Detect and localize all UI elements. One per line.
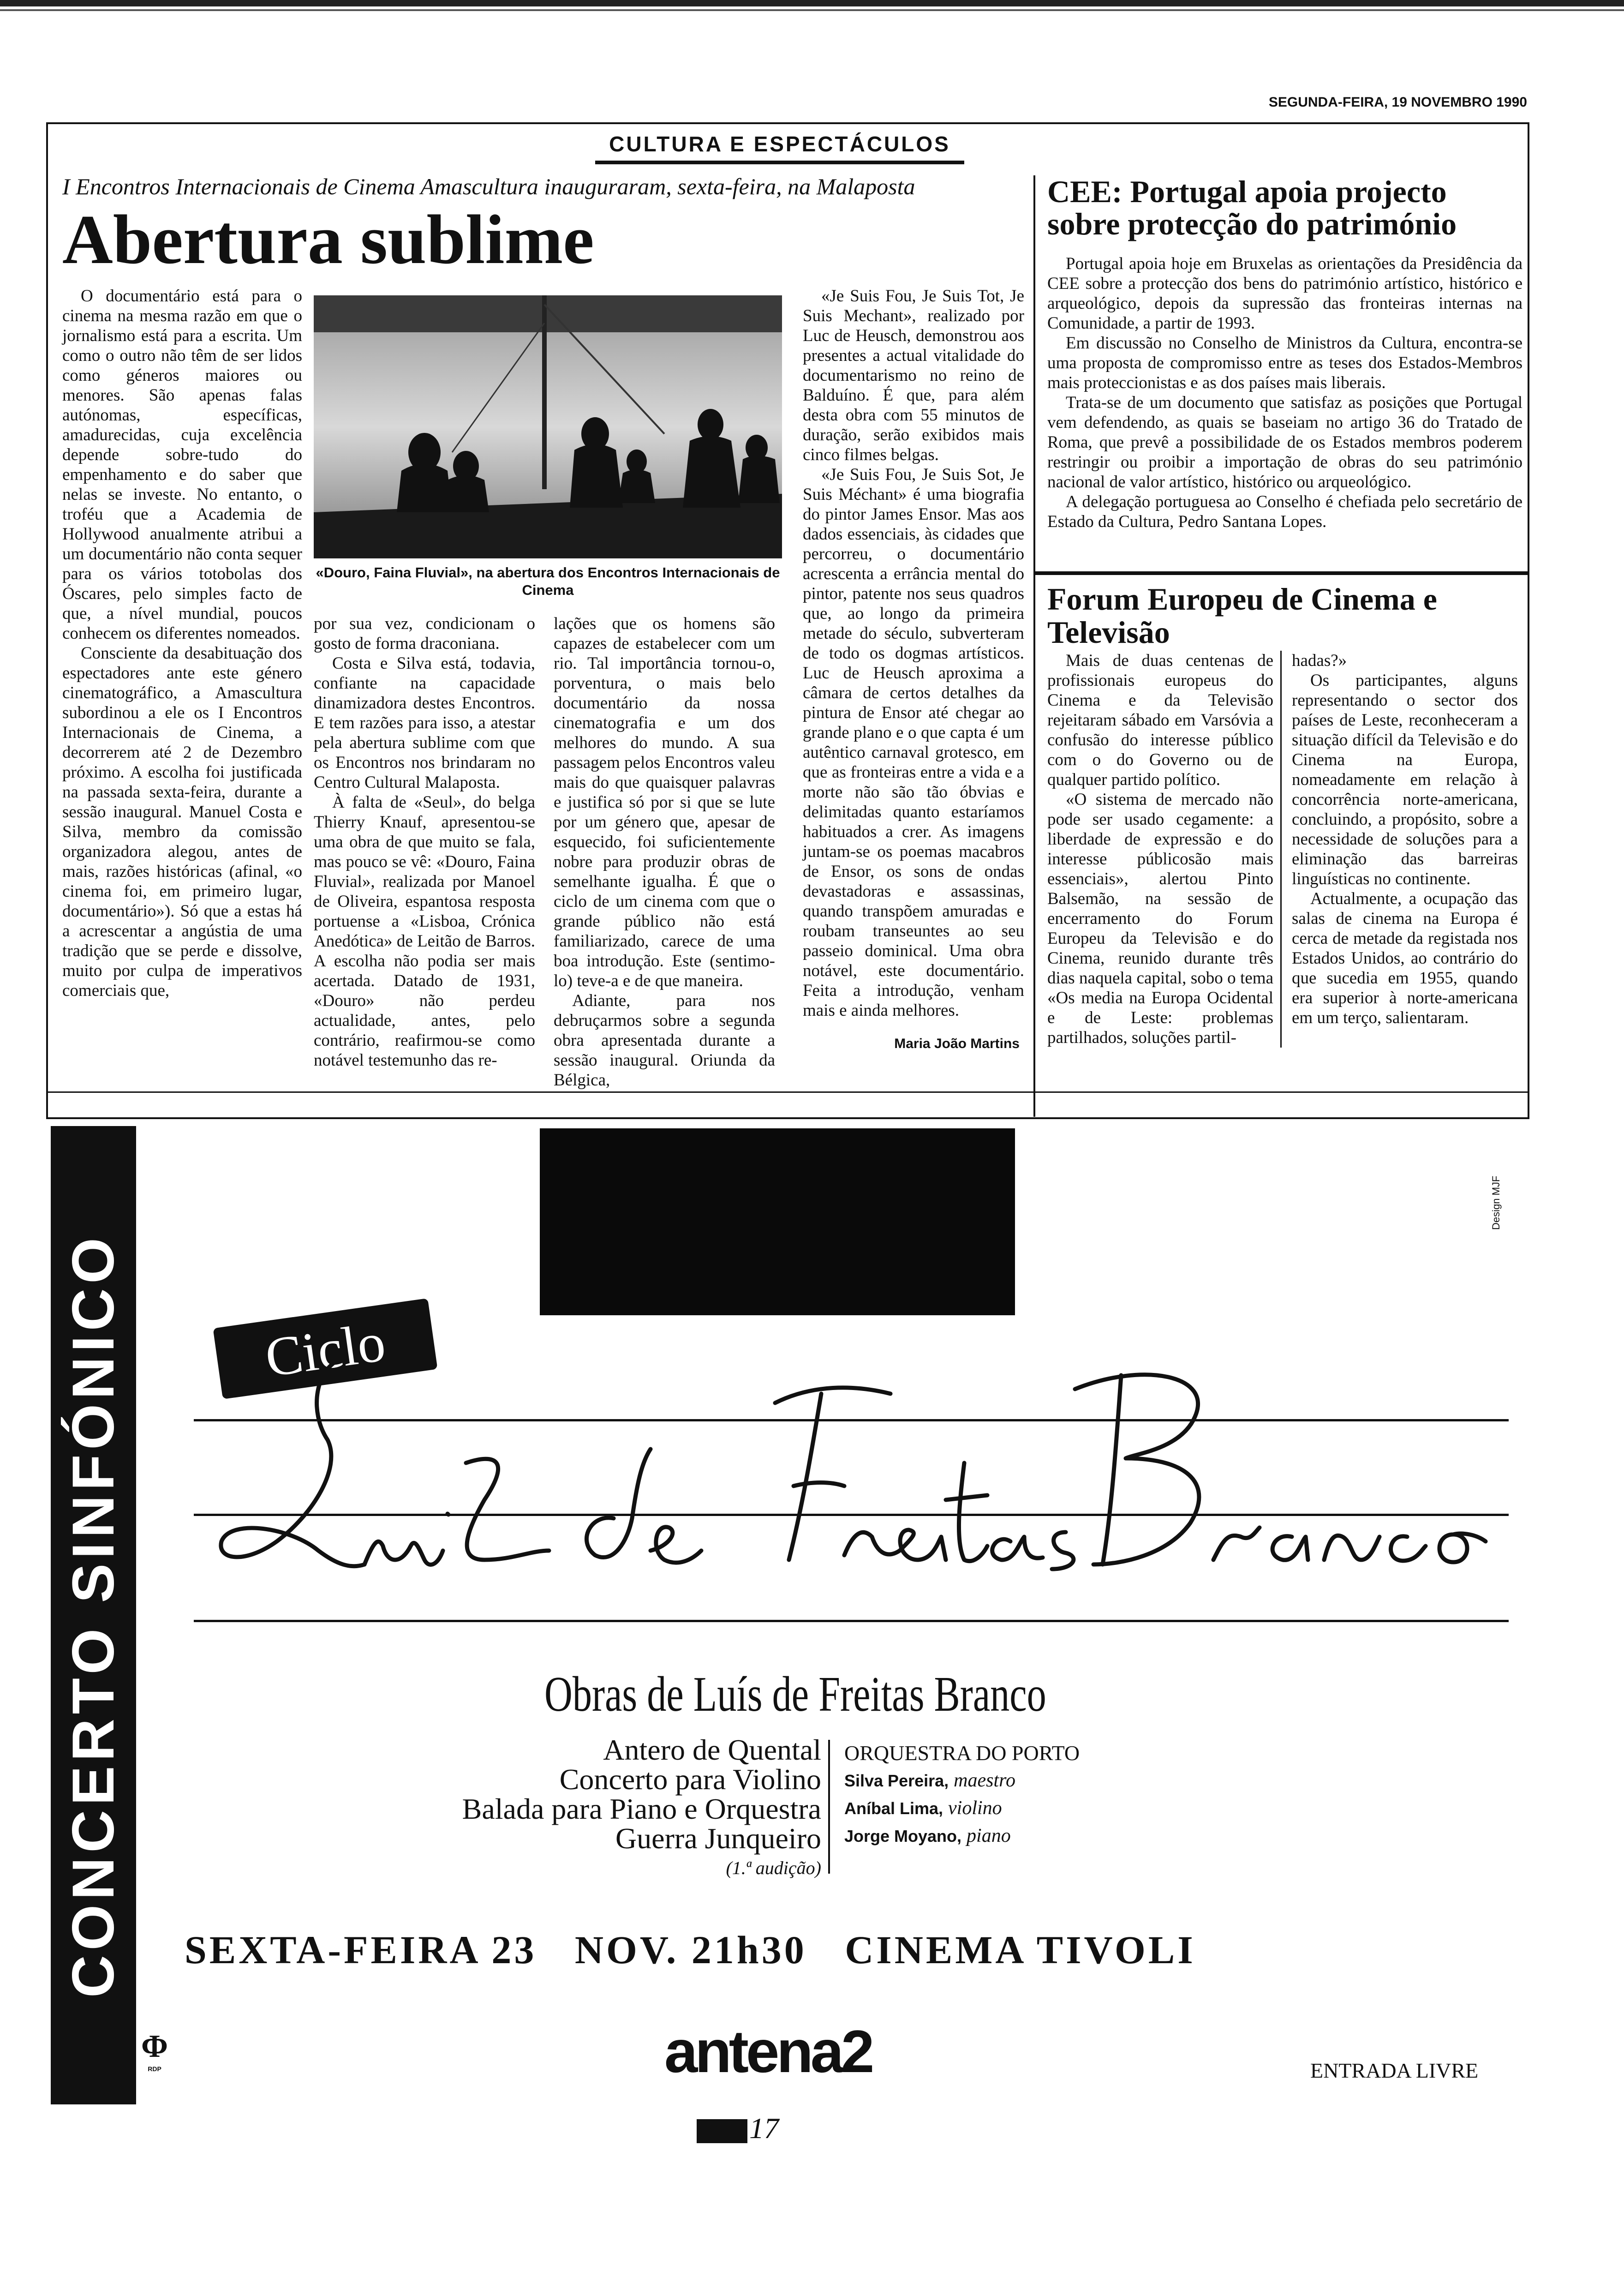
article-headline: Abertura sublime [62, 201, 594, 278]
design-credit: Design MJF [1490, 1175, 1502, 1230]
event-details: SEXTA-FEIRA 23 NOV. 21h30 CINEMA TIVOLI [185, 1928, 1196, 1972]
design-credit-wrap [1490, 1147, 1509, 1239]
rdp-label: RDP [148, 2065, 161, 2073]
performer-role: violino [948, 1798, 1002, 1819]
paragraph: «Je Suis Fou, Je Suis Sot, Je Suis Méchant» é uma biografia do pintor James Ensor. Mas aos dados essenciais, às cidades que percorreu, o documentário acrescenta a errância mental do pintor, patente nos seus quadros que, ao longo da primeira metade do século, subverteram de todo os dogmas artísticos. Luc de Heusch aproxima a câmara de certos detalhes da pintura de Ensor até chegar ao grande plano e o que capta é um autêntico carnaval grotesco, em que as fronteiras entre a vida e a morte não são tão óbvias e delimitadas quanto estaríamos habituados a crer. As imagens juntam-se os poemas macabros de Ensor, os sons de ondas devastadoras e assassinas, quando transpõem amuradas e roubam transeuntes ao seu passeio dominical. Uma obra notável, este documentário. Feita a introdução, venham mais e ainda melhores. [803, 465, 1024, 1020]
paragraph: Portugal apoia hoje em Bruxelas as orientações da Presidência da CEE sobre a protecção dos bens do património artístico, histórico e arqueológico, depois da supressão das fronteiras internas na Comunidade, a partir de 1993. [1047, 254, 1522, 333]
performers-block [844, 1740, 1121, 1850]
article-column-4 [803, 286, 1024, 1020]
article-divider [1035, 571, 1529, 575]
forum-column-1 [1047, 651, 1273, 1048]
antena2-logo: antena2 [664, 2018, 872, 2085]
article-column-3 [554, 614, 775, 1090]
works-list [369, 1735, 821, 1883]
paragraph: Consciente da desabituação dos espectadores ante este género cinematográfico, a Amascultura subordinou a ele os I Encontros Internacionais de Cinema, a decorrerem até 2 de Dezembro próximo. A escolha foi justificada na passada sexta-feira, durante a sessão inaugural. Manuel Costa e Silva, membro da comissão organizadora alegou, antes de mais, razões históricas (afinal, «o cinema foi, em primeiro lugar, documentário»). Só que a estas há a acrescentar a angústia de uma tradição que se perde e dissolve, muito por culpa de imperativos comerciais que, [62, 644, 302, 1000]
forum-headline: Forum Europeu de Cinema e Televisão [1047, 581, 1437, 650]
rdp-logo [141, 2028, 168, 2073]
performer-role: maestro [954, 1770, 1015, 1791]
handwritten-signature [198, 1348, 1490, 1606]
issue-date: SEGUNDA-FEIRA, 19 NOVEMBRO 1990 [1268, 95, 1527, 110]
first-audition-note: (1.ª audição) [726, 1858, 821, 1878]
work-item: Concerto para Violino [559, 1763, 821, 1796]
photo-caption: «Douro, Faina Fluvial», na abertura dos Encontros Internacionais de Cinema [316, 564, 780, 598]
performer-name: Aníbal Lima, [844, 1799, 943, 1818]
concert-vertical-title: CONCERTO SINFÓNICO [60, 1233, 126, 1998]
ciclo-label: Ciclo [261, 1311, 389, 1389]
cee-headline: CEE: Portugal apoia projecto sobre protecção do património [1047, 174, 1457, 241]
performer-name: Silva Pereira, [844, 1771, 949, 1790]
paragraph: por sua vez, condicionam o gosto de forma draconiana. [314, 614, 535, 653]
performer-name: Jorge Moyano, [844, 1827, 962, 1846]
paragraph: À falta de «Seul», do belga Thierry Knauf, apresentou-se uma obra de que muito se fala, mas pouco se vê: «Douro, Faina Fluvial», realizada por Manoel de Oliveira, espantosa resposta portuense a «Lisboa, Crónica Anedótica» de Leitão de Barros. A escolha não podia ser mais acertada. Datado de 1931, «Douro» não perdeu actualidade, antes, pelo contrário, reafirmou-se como notável testemunho das re- [314, 793, 535, 1070]
paragraph: A delegação portuguesa ao Conselho é chefiada pelo secretário de Estado da Cultura, Pedro Santana Lopes. [1047, 492, 1522, 531]
paragraph: lações que os homens são capazes de estabelecer com um rio. Tal importância tornou-o, porventura, o mais belo documentário da nossa cinematografia e um dos melhores do mundo. A sua passagem pelos Encontros valeu mais do que quaisquer palavras e justifica só por si que se lute por um género que, apesar de esquecido, foi suficientemente nobre para produzir obras de semelhante igualha. É que o ciclo de um cinema com que o grande público não está familiarizado, carece de uma boa introdução. Este (sentimo-lo) teve-a e de que maneira. [554, 614, 775, 990]
paragraph: Os participantes, alguns representando o sector dos países de Leste, reconheceram a situação difícil da Televisão e do Cinema na Europa, nomeadamente em relação à concorrência norte-americana, concluindo, a propósito, sobre a necessidade de soluções para a eliminação das barreiras linguísticas no continente. [1292, 671, 1518, 888]
paragraph: O documentário está para o cinema na mesma razão em que o jornalismo está para a escrita. Um como o outro não têm de ser lidos como géneros maiores ou menores. São apenas falas autónomas, específicas, amadurecidas, cuja excelência depende sobre-tudo do empenhamento e do saber que nelas se investe. No entanto, o troféu que a Academia de Hollywood anualmente atribui a um documentário não conta sequer para os vários totobolas dos Óscares, pelo simples facto de que, a nível mundial, poucos conhecem os diferentes nomeados. [62, 287, 302, 643]
forum-column-divider [1280, 651, 1282, 1048]
program-divider [828, 1740, 830, 1874]
article-column-1 [62, 286, 302, 1001]
paragraph: Em discussão no Conselho de Ministros da Cultura, encontra-se uma proposta de compromisso entre as teses dos Estados-Membros mais proteccionistas e as dos países mais liberais. [1047, 334, 1522, 392]
rdp-symbol: Φ [141, 2029, 168, 2064]
article-kicker: I Encontros Internacionais de Cinema Amascultura inauguraram, sexta-feira, na Malaposta [62, 174, 915, 199]
page-number: 17 [749, 2112, 779, 2145]
performer-role: piano [967, 1825, 1011, 1846]
paragraph: Actualmente, a ocupação das salas de cinema na Europa é cerca de metade da registada nos Estados Unidos, ao contrário do que sucedia em 1955, quando era superior à norte-americana em um terço, salientaram. [1292, 889, 1518, 1027]
paragraph: Mais de duas centenas de profissionais europeus do Cinema e da Televisão rejeitaram sábado em Varsóvia a confusão do interesse público com o do Governo ou de qualquer partido político. [1047, 651, 1273, 789]
publication-logo [697, 2119, 747, 2143]
page-number-block [697, 2111, 835, 2145]
concert-program-title: Obras de Luís de Freitas Branco [544, 1667, 1046, 1722]
section-label: CULTURA E ESPECTÁCULOS [609, 132, 950, 156]
section-underline [595, 161, 964, 164]
work-item: Antero de Quental [603, 1733, 821, 1766]
paragraph: Costa e Silva está, todavia, confiante na capacidade dinamizadora destes Encontros. E tem razões para isso, a atestar pela abertura sublime com que os Encontros nos brindaram no Centro Cultural Malaposta. [314, 654, 535, 792]
photo-silhouette-image [314, 295, 782, 558]
concert-vertical-title-wrap [51, 1126, 136, 2104]
paragraph: hadas?» [1292, 651, 1347, 670]
section-separator [46, 1091, 1529, 1093]
performer-line [844, 1822, 1121, 1850]
work-item: Balada para Piano e Orquestra [462, 1792, 821, 1825]
cee-body [1047, 254, 1522, 532]
paragraph: Trata-se de um documento que satisfaz as posições que Portugal vem defendendo, as quais se baseiam no artigo 36 do Tratado de Roma, que prevê a possibilidade de os Estados membros poderem restringir ou proibir a importação de obras do seu património nacional de valor artístico, histórico ou arqueológico. [1047, 393, 1522, 491]
performer-line [844, 1767, 1121, 1794]
paragraph: Adiante, para nos debruçarmos sobre a segunda obra apresentada durante a sessão inaugural. Oriunda da Bélgica, [554, 991, 775, 1090]
performer-line [844, 1794, 1121, 1822]
staff-line [194, 1620, 1509, 1622]
work-item: Guerra Junqueiro [615, 1822, 821, 1855]
article-photo [314, 295, 782, 558]
article-byline: Maria João Martins [894, 1036, 1020, 1051]
free-entry-note: ENTRADA LIVRE [1310, 2059, 1479, 2082]
forum-column-2 [1292, 651, 1518, 1028]
paragraph: «Je Suis Fou, Je Suis Tot, Je Suis Mechant», realizado por Luc de Heusch, demonstrou aos presentes a actual vitalidade do documentarismo no reino de Balduíno. É que, para além desta obra com 55 minutos de duração, serão exibidos mais cinco filmes belgas. [803, 287, 1024, 464]
top-border-rule-thin [0, 9, 1624, 11]
article-column-2 [314, 614, 535, 1070]
orchestra-name: ORQUESTRA DO PORTO [844, 1741, 1080, 1765]
top-border-rule [0, 0, 1624, 6]
redacted-block [540, 1128, 1015, 1315]
paragraph: «O sistema de mercado não pode ser usado cegamente: a liberdade de expressão e do interesse públicosão mais essenciais», alertou Pinto Balsemão, na sessão de encerramento do Forum Europeu da Televisão e do Cinema, reunido durante três dias naquela capital, sobo o tema «Os media na Europa Ocidental e de Leste: problemas partilhados, soluções partil- [1047, 790, 1273, 1047]
column-divider [1033, 175, 1035, 1117]
